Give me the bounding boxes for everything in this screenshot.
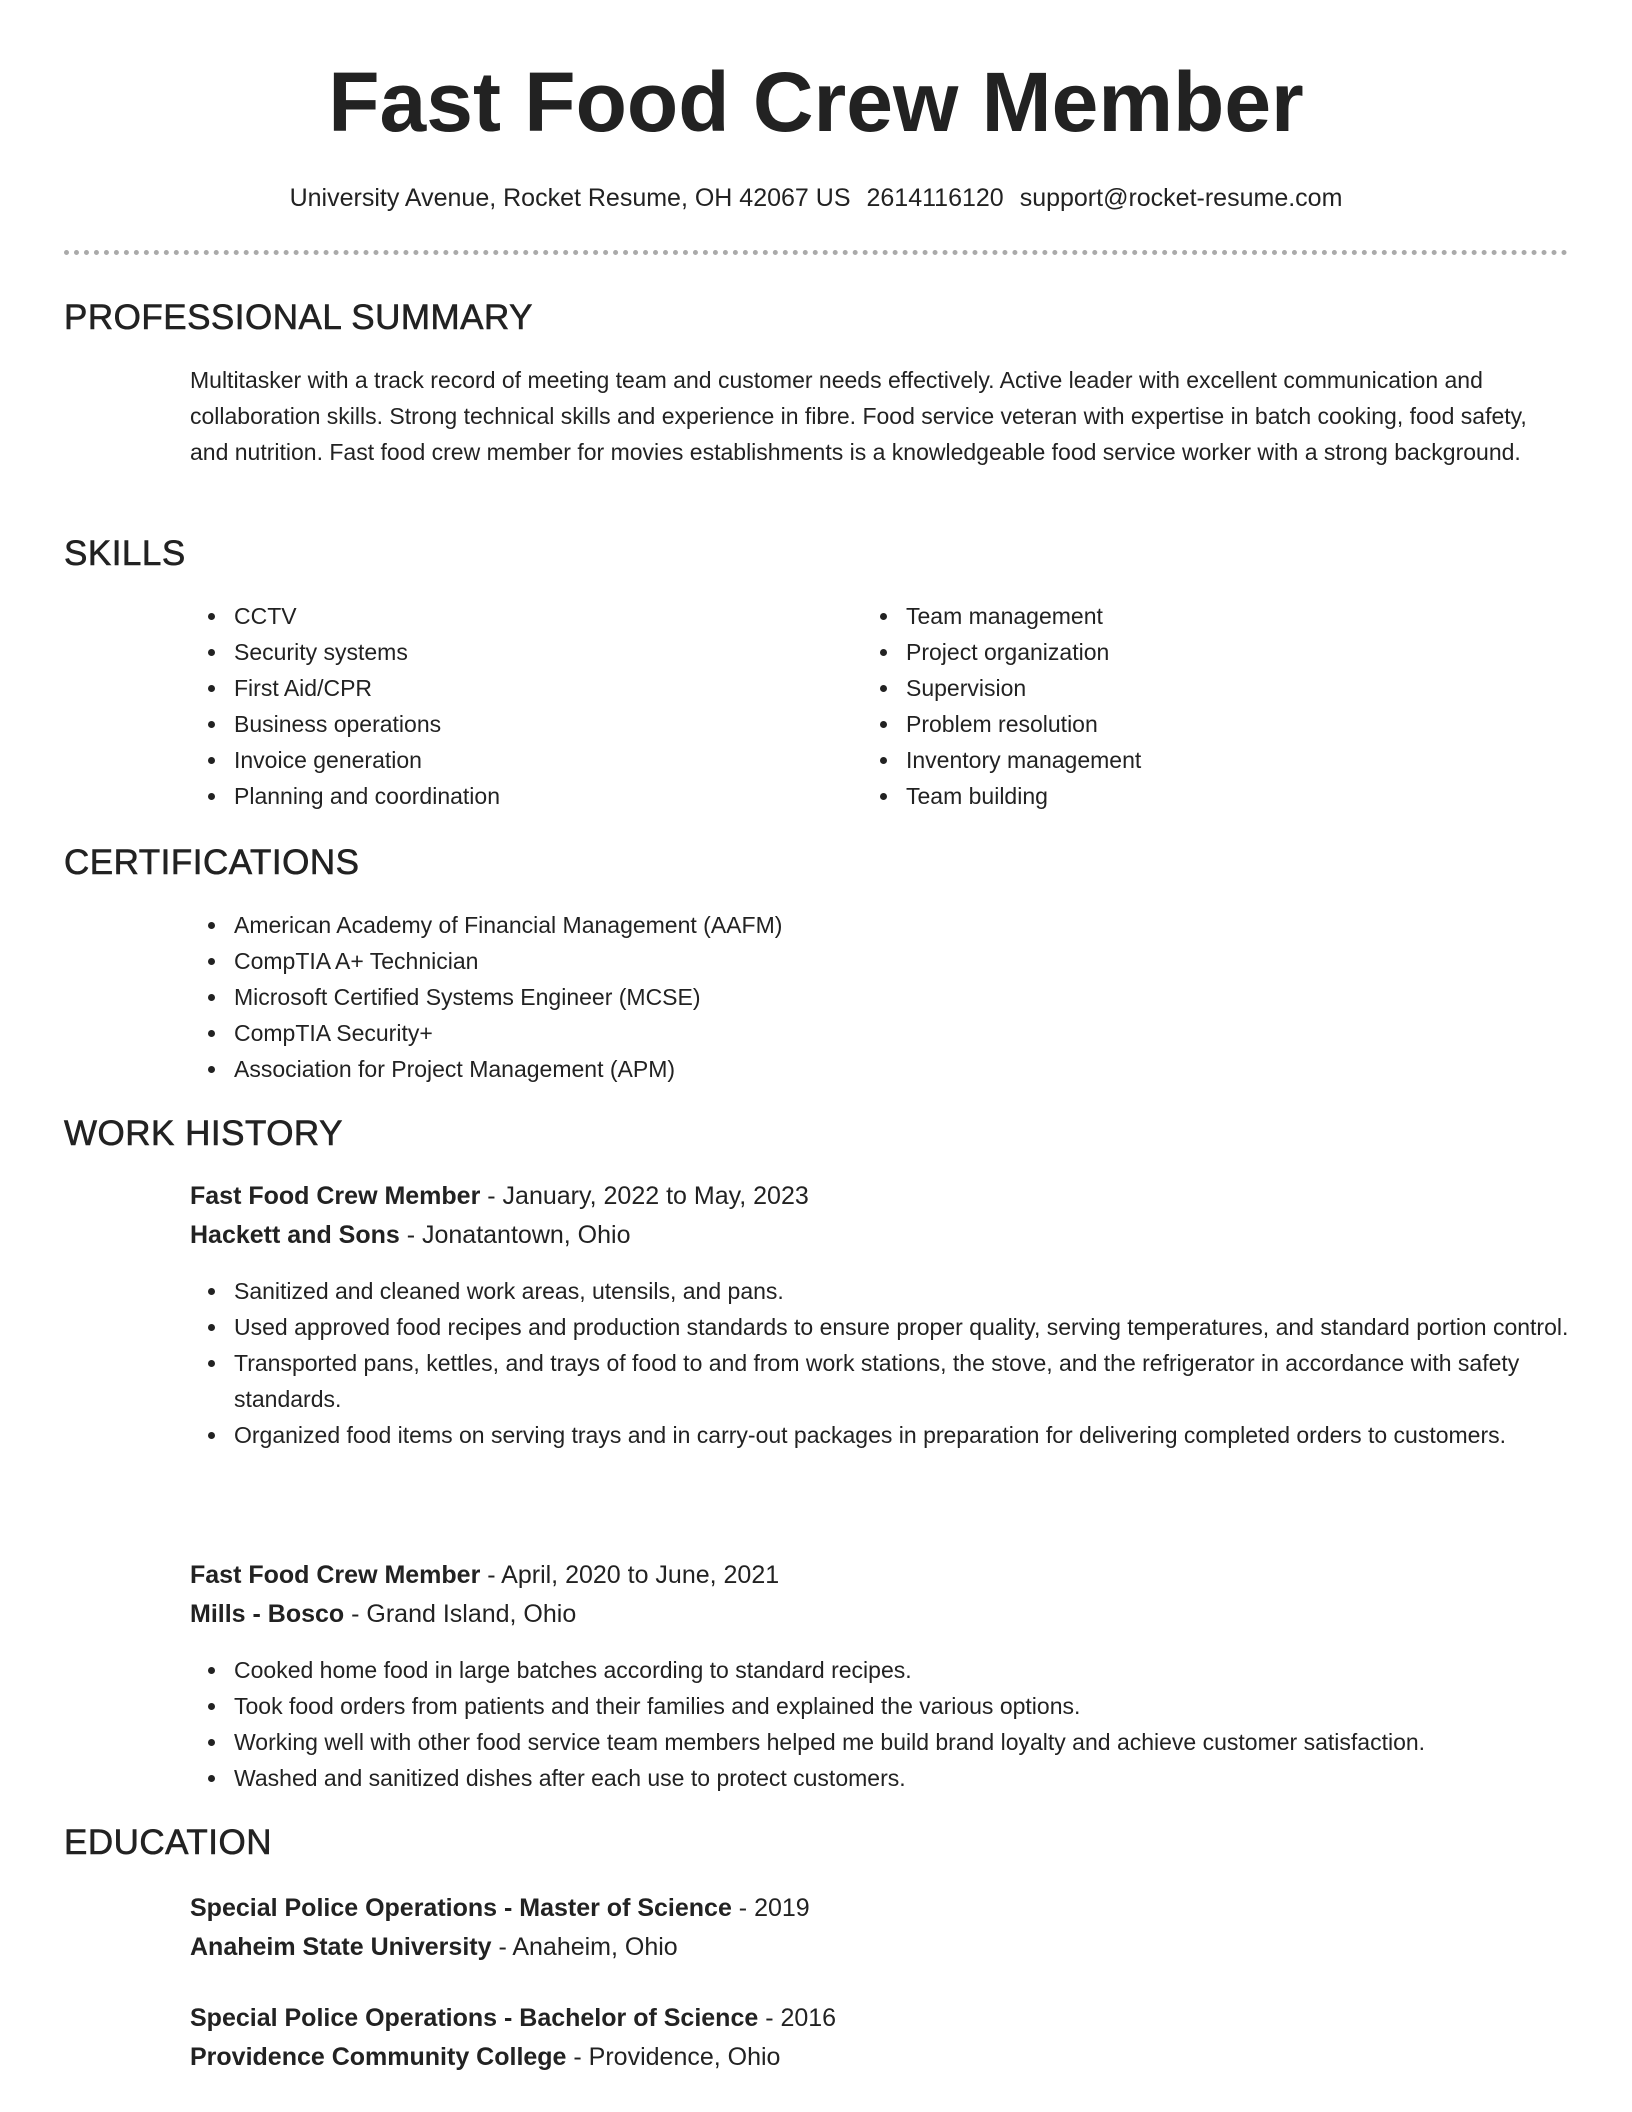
education-school: Anaheim State University <box>190 1933 492 1961</box>
job-bullet: Working well with other food service team members helped me build brand loyalty and achieve customer satisfaction. <box>234 1724 1594 1760</box>
job-bullet: Took food orders from patients and their families and explained the various options. <box>234 1688 1594 1724</box>
skill-item: Inventory management <box>906 742 1526 778</box>
certification-item: Association for Project Management (APM) <box>234 1051 1534 1087</box>
certifications-list <box>190 907 1534 1087</box>
summary-text: Multitasker with a track record of meeting team and customer needs effectively. Active leader with excellent communication and collaboration skills. Strong technical skills and experience in fibre. Food service veteran with expertise in batch cooking, food safety, and nutrition. Fast food crew member for movies establishments is a knowledgeable food service worker with a strong background. <box>190 367 1527 465</box>
skill-item: Project organization <box>906 634 1526 670</box>
certification-item: CompTIA A+ Technician <box>234 943 1534 979</box>
resume-name: Fast Food Crew Member <box>328 55 1304 149</box>
job-company-line <box>190 1215 630 1255</box>
skill-item: Supervision <box>906 670 1526 706</box>
education-location: - Providence, Ohio <box>566 2043 781 2071</box>
job-dates: - January, 2022 to May, 2023 <box>480 1182 809 1210</box>
skill-item: Team management <box>906 598 1526 634</box>
skill-item: Team building <box>906 778 1526 814</box>
job-location: - Grand Island, Ohio <box>344 1600 577 1628</box>
education-year: - 2019 <box>731 1894 810 1922</box>
skill-item: CCTV <box>234 598 854 634</box>
skills-list-right <box>862 598 1526 814</box>
job-title: Fast Food Crew Member <box>190 1561 481 1589</box>
education-school-line <box>190 1927 678 1967</box>
contact-email[interactable]: support@rocket-resume.com <box>1019 184 1343 212</box>
education-location: - Anaheim, Ohio <box>491 1933 678 1961</box>
skill-item: First Aid/CPR <box>234 670 854 706</box>
skills-heading: SKILLS <box>64 534 186 573</box>
certifications-heading: CERTIFICATIONS <box>64 843 360 882</box>
work-history-heading: WORK HISTORY <box>64 1114 343 1153</box>
education-degree-line <box>190 1888 810 1928</box>
job-bullet: Organized food items on serving trays and in carry-out packages in preparation for delivering completed orders to customers. <box>234 1417 1594 1453</box>
skill-item: Security systems <box>234 634 854 670</box>
skills-list-left <box>190 598 854 814</box>
job-company: Mills - Bosco <box>190 1600 345 1628</box>
job-bullet: Transported pans, kettles, and trays of food to and from work stations, the stove, and the refrigerator in accordance with safety standards. <box>234 1345 1594 1417</box>
job-bullets <box>190 1652 1594 1796</box>
job-location: - Jonatantown, Ohio <box>399 1221 631 1249</box>
contact-address: University Avenue, Rocket Resume, OH 42067 US <box>289 184 851 212</box>
contact-phone: 2614116120 <box>866 184 1004 212</box>
job-title-line <box>190 1176 809 1216</box>
education-degree-line <box>190 1998 836 2038</box>
job-bullet: Cooked home food in large batches according to standard recipes. <box>234 1652 1594 1688</box>
job-company-line <box>190 1594 576 1634</box>
contact-line <box>0 180 1632 216</box>
education-year: - 2016 <box>758 2004 837 2032</box>
job-title-line <box>190 1555 779 1595</box>
job-bullet: Used approved food recipes and production standards to ensure proper quality, serving temperatures, and standard portion control. <box>234 1309 1594 1345</box>
education-heading: EDUCATION <box>64 1823 273 1862</box>
job-title: Fast Food Crew Member <box>190 1182 481 1210</box>
skill-item: Business operations <box>234 706 854 742</box>
job-bullets <box>190 1273 1594 1453</box>
certification-item: CompTIA Security+ <box>234 1015 1534 1051</box>
job-bullet: Washed and sanitized dishes after each use to protect customers. <box>234 1760 1594 1796</box>
certification-item: Microsoft Certified Systems Engineer (MCSE) <box>234 979 1534 1015</box>
job-company: Hackett and Sons <box>190 1221 400 1249</box>
education-degree: Special Police Operations - Bachelor of Science <box>190 2004 759 2032</box>
skill-item: Planning and coordination <box>234 778 854 814</box>
header-divider <box>64 250 1568 255</box>
skill-item: Invoice generation <box>234 742 854 778</box>
certification-item: American Academy of Financial Management (AAFM) <box>234 907 1534 943</box>
education-school-line <box>190 2037 780 2077</box>
skill-item: Problem resolution <box>906 706 1526 742</box>
job-dates: - April, 2020 to June, 2021 <box>480 1561 780 1589</box>
education-degree: Special Police Operations - Master of Science <box>190 1894 732 1922</box>
summary-heading: PROFESSIONAL SUMMARY <box>64 298 533 337</box>
education-school: Providence Community College <box>190 2043 567 2071</box>
job-bullet: Sanitized and cleaned work areas, utensils, and pans. <box>234 1273 1594 1309</box>
